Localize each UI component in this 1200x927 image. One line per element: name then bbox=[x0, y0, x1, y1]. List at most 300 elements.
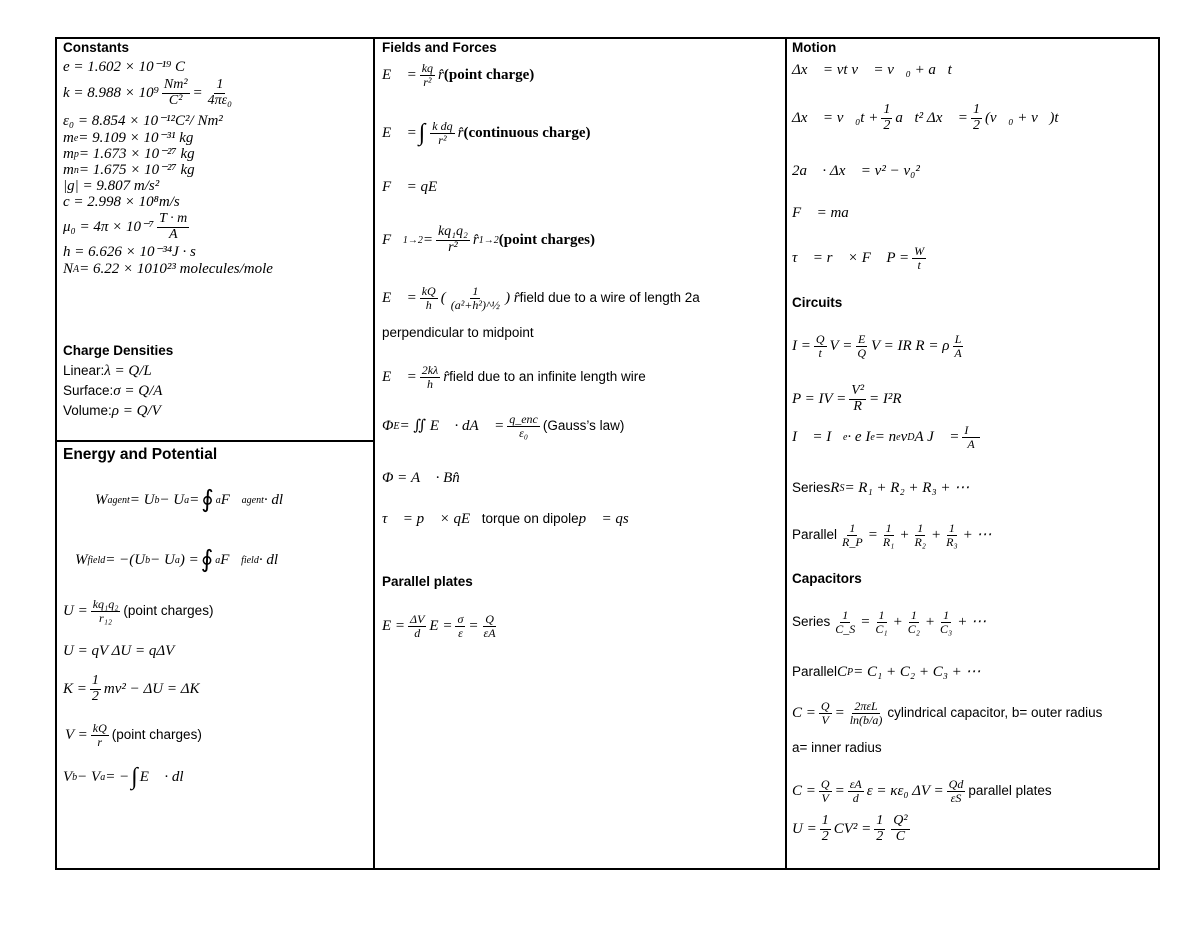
fraction-numerator: 1 bbox=[883, 102, 891, 117]
math-text: − U bbox=[150, 551, 175, 568]
math-text: + bbox=[930, 526, 942, 543]
section-heading: Circuits bbox=[792, 295, 843, 310]
fraction-denominator: R_P bbox=[842, 534, 863, 549]
math-text: k = 8.988 × 10⁹ bbox=[63, 84, 159, 101]
math-text: E⃗ = bbox=[382, 289, 417, 306]
integral-sign: ∫ bbox=[418, 120, 426, 147]
math-text: C = bbox=[792, 704, 816, 721]
fraction-denominator: 2 bbox=[876, 828, 884, 844]
math-text: F⃗ bbox=[382, 231, 403, 248]
section-heading: Motion bbox=[792, 40, 837, 55]
linear-density bbox=[63, 363, 152, 380]
fraction-denominator: ln(b/a) bbox=[849, 712, 883, 727]
math-text: = − bbox=[105, 768, 130, 785]
subscript: S bbox=[839, 482, 845, 494]
math-text: = −(U bbox=[105, 551, 146, 568]
math-text: F⃗ = ma⃗ bbox=[792, 205, 861, 221]
fraction-denominator: t bbox=[917, 257, 921, 272]
fraction-numerator: 1 bbox=[91, 673, 99, 688]
formula-sheet-table bbox=[55, 37, 1160, 870]
math-text: = bbox=[834, 704, 845, 721]
motion-formula bbox=[792, 62, 952, 79]
label-text: Series bbox=[792, 613, 831, 629]
math-text: = ∬ E⃗ · dA⃗ = bbox=[399, 417, 505, 434]
label-text: Parallel bbox=[792, 526, 838, 542]
math-text: + bbox=[892, 613, 903, 630]
section-heading: Capacitors bbox=[792, 571, 862, 586]
bold-label: (point charges) bbox=[498, 231, 596, 248]
fraction-denominator: ε bbox=[458, 625, 463, 640]
math-text: ( bbox=[440, 289, 446, 306]
fraction-numerator: kq₁q₂ bbox=[92, 597, 119, 611]
constant-coulomb bbox=[63, 78, 237, 108]
label-text: (point charges) bbox=[123, 602, 214, 618]
math-text: I = bbox=[792, 337, 811, 354]
fraction-denominator: 4πε₀ bbox=[207, 92, 233, 108]
math-text: + ⋯ bbox=[957, 613, 987, 630]
fraction-denominator: Q bbox=[857, 345, 866, 360]
math-text: R bbox=[830, 480, 840, 496]
fraction bbox=[912, 522, 928, 548]
section-heading: Constants bbox=[63, 40, 130, 55]
section-heading-energy bbox=[63, 446, 217, 463]
math-text: + bbox=[899, 526, 910, 543]
fraction-numerator: Q bbox=[820, 777, 830, 791]
power-formula bbox=[792, 384, 902, 414]
subscript: E bbox=[393, 420, 400, 432]
fraction-denominator: (a²+h²)^½ bbox=[450, 297, 501, 312]
fraction-denominator: r bbox=[97, 734, 103, 749]
fraction bbox=[91, 722, 109, 748]
fraction bbox=[891, 814, 909, 844]
fraction bbox=[944, 522, 960, 548]
fraction-numerator: 1 bbox=[917, 521, 924, 535]
fraction-denominator: h bbox=[425, 297, 432, 312]
fraction-denominator: 2 bbox=[972, 117, 980, 133]
section-heading-parallel-plates bbox=[382, 575, 473, 590]
math-text: a⃗t² Δx⃗ = bbox=[895, 109, 968, 126]
fraction-denominator: R bbox=[853, 398, 862, 414]
subscript: P bbox=[847, 666, 854, 678]
math-text: F⃗ bbox=[220, 491, 242, 508]
fraction bbox=[947, 778, 966, 804]
math-text: = bbox=[834, 782, 845, 799]
subscript: b bbox=[72, 771, 78, 783]
subscript: D bbox=[907, 431, 915, 443]
fraction-numerator: Qd bbox=[948, 777, 964, 791]
fraction-denominator: A bbox=[967, 436, 975, 451]
math-text: = bbox=[468, 617, 479, 634]
coulomb-force-formula bbox=[382, 225, 595, 255]
fraction-denominator: C_S bbox=[835, 621, 856, 636]
math-text: = 6.22 × 1010²³ molecules/mole bbox=[79, 261, 273, 277]
bold-label: (point charge) bbox=[443, 66, 535, 83]
subscript: e bbox=[896, 431, 901, 443]
math-text: λ = Q/L bbox=[104, 363, 152, 379]
fraction-denominator: d bbox=[852, 790, 859, 805]
motion-formula bbox=[792, 103, 1059, 133]
fraction-numerator: kq₁q₂ bbox=[437, 224, 468, 239]
fraction-denominator: C² bbox=[168, 92, 183, 108]
math-text: U = qV ΔU = qΔV bbox=[63, 643, 175, 659]
label-text: field due to a wire of length 2a bbox=[519, 289, 700, 305]
fraction bbox=[408, 613, 426, 639]
motion-formula bbox=[792, 163, 920, 180]
fraction-denominator: V bbox=[821, 712, 829, 727]
fraction-numerator: Nm² bbox=[163, 77, 188, 92]
fraction bbox=[430, 120, 454, 146]
math-text: + ⋯ bbox=[962, 526, 992, 543]
math-text: − U bbox=[159, 491, 185, 508]
label-text: Volume: bbox=[63, 402, 112, 418]
fraction-denominator: r² bbox=[423, 74, 432, 89]
fraction bbox=[833, 609, 857, 635]
capacitor-energy bbox=[792, 814, 913, 844]
label-text: parallel plates bbox=[968, 782, 1052, 798]
subscript: agent bbox=[107, 494, 130, 506]
fraction bbox=[507, 413, 540, 439]
constant-electron-charge bbox=[63, 59, 185, 76]
math-text: = R₁ + R₂ + R₃ + ⋯ bbox=[844, 480, 970, 496]
subscript: n bbox=[73, 164, 79, 176]
math-text: = U bbox=[129, 491, 155, 508]
subscript: e bbox=[73, 132, 79, 144]
constant-electron-mass bbox=[63, 130, 193, 147]
section-heading: Fields and Forces bbox=[382, 40, 497, 55]
section-heading-capacitors bbox=[792, 572, 862, 587]
fraction-numerator: Q bbox=[485, 612, 494, 626]
math-text: Φ = A⃗ · Bn̂ bbox=[382, 470, 460, 486]
math-text: r̂ bbox=[457, 124, 464, 141]
fraction-denominator: 2 bbox=[821, 828, 829, 844]
math-text: = bbox=[860, 613, 871, 630]
math-text: W bbox=[95, 491, 108, 508]
fraction-numerator: ΔV bbox=[410, 612, 425, 626]
fraction-denominator: h bbox=[426, 376, 433, 391]
kinetic-energy-formula bbox=[63, 674, 200, 704]
fraction bbox=[91, 598, 121, 624]
fraction-denominator: 2 bbox=[91, 688, 99, 704]
math-text: m bbox=[63, 130, 74, 146]
series-capacitance bbox=[792, 609, 986, 635]
circuit-formula bbox=[792, 333, 967, 359]
fraction-numerator: 1 bbox=[943, 608, 950, 622]
math-text: − V bbox=[77, 768, 101, 785]
fraction-numerator: 1 bbox=[472, 284, 479, 298]
math-text: E⃗ · dl⃗ bbox=[139, 768, 196, 785]
fraction bbox=[849, 384, 866, 414]
fraction bbox=[971, 103, 982, 133]
fraction bbox=[952, 333, 963, 359]
fraction bbox=[162, 78, 190, 108]
potential-difference-formula bbox=[63, 765, 195, 789]
fraction-denominator: A bbox=[168, 226, 178, 242]
subscript: a bbox=[215, 494, 221, 506]
subscript: a bbox=[184, 494, 190, 506]
math-text: = bbox=[867, 526, 878, 543]
fraction-numerator: W bbox=[914, 244, 925, 258]
fraction-numerator: kQ bbox=[92, 721, 107, 735]
parallel-plate-capacitor bbox=[792, 778, 1052, 804]
fraction-denominator: C bbox=[895, 828, 906, 844]
math-text: V = bbox=[65, 726, 88, 743]
fraction bbox=[482, 613, 498, 639]
fraction bbox=[881, 522, 897, 548]
constant-proton-mass bbox=[63, 146, 195, 163]
math-text: CV² = bbox=[833, 820, 872, 837]
fraction bbox=[420, 62, 435, 88]
fraction-numerator: 1 bbox=[842, 608, 849, 622]
fraction bbox=[819, 778, 832, 804]
work-field-formula bbox=[75, 548, 290, 572]
math-text: V bbox=[63, 768, 73, 785]
fraction-numerator: 2kλ bbox=[421, 363, 439, 377]
work-agent-formula bbox=[95, 488, 295, 512]
math-text: = C₁ + C₂ + C₃ + ⋯ bbox=[853, 664, 981, 680]
label-text: Series bbox=[792, 479, 831, 495]
newton-second-law bbox=[792, 205, 860, 222]
section-heading-fields bbox=[382, 41, 497, 56]
section-heading-charge-densities bbox=[63, 344, 173, 359]
label-text: Linear: bbox=[63, 362, 105, 378]
math-text: I⃗ = I⃗ bbox=[792, 428, 843, 445]
math-text: μ₀ = 4π × 10⁻⁷ bbox=[63, 218, 155, 235]
field-infinite-wire bbox=[382, 364, 646, 390]
math-text: ε₀ = 8.854 × 10⁻¹²C²/ Nm² bbox=[63, 113, 223, 129]
subscript: field bbox=[241, 554, 259, 566]
math-text: Δx⃗ = vt v⃗ = v⃗₀ + a⃗t bbox=[792, 62, 952, 78]
fraction bbox=[157, 212, 189, 242]
math-text: r̂ bbox=[472, 231, 479, 248]
potential-energy-qv bbox=[63, 643, 174, 660]
math-text: E = bbox=[429, 617, 453, 634]
math-text: F⃗ bbox=[220, 551, 242, 568]
fraction-denominator: t bbox=[818, 345, 822, 360]
math-text: E⃗ = bbox=[382, 66, 417, 83]
subscript: a bbox=[215, 554, 221, 566]
math-text: U = bbox=[792, 820, 817, 837]
field-finite-wire-note bbox=[382, 326, 534, 341]
math-text: r̂ bbox=[438, 66, 444, 83]
fraction bbox=[848, 700, 885, 726]
math-text: m bbox=[63, 162, 74, 178]
section-heading-constants bbox=[63, 41, 129, 56]
label-text: Surface: bbox=[63, 382, 114, 398]
potential-point-formula bbox=[65, 722, 202, 748]
fraction bbox=[962, 424, 979, 450]
math-text: ) r̂ bbox=[505, 289, 520, 306]
fraction-denominator: r₁₂ bbox=[99, 610, 113, 625]
constant-permeability bbox=[63, 212, 192, 242]
label-text: a= inner radius bbox=[792, 740, 882, 755]
fraction-numerator: T · m bbox=[159, 211, 188, 226]
subscript: b bbox=[145, 554, 151, 566]
fraction-numerator: 1 bbox=[849, 521, 856, 535]
subscript: p bbox=[73, 148, 79, 160]
dipole-torque-formula bbox=[382, 511, 640, 528]
math-text: C bbox=[837, 664, 848, 680]
fraction bbox=[420, 364, 441, 390]
fraction-numerator: q_enc bbox=[509, 412, 538, 426]
math-text: r̂ bbox=[443, 368, 450, 385]
section-heading: Charge Densities bbox=[63, 343, 174, 358]
section-heading-circuits bbox=[792, 296, 842, 311]
constant-light-speed bbox=[63, 194, 180, 211]
math-text: e = 1.602 × 10⁻¹⁹ C bbox=[63, 59, 186, 75]
fraction-denominator: C₃ bbox=[940, 621, 953, 636]
subscript: field bbox=[87, 554, 106, 566]
fraction bbox=[206, 78, 234, 108]
math-text: U = bbox=[63, 602, 88, 619]
math-text: mv² − ΔU = ΔK bbox=[103, 680, 200, 697]
subscript: e bbox=[870, 431, 875, 443]
constant-permittivity bbox=[63, 113, 223, 130]
math-text: E⃗ = bbox=[382, 124, 417, 141]
math-text: |g| = 9.807 m/s² bbox=[63, 178, 160, 194]
fraction-denominator: R₂ bbox=[914, 534, 926, 549]
math-text: V = IR R = ρ bbox=[870, 337, 950, 354]
label-text: field due to an infinite length wire bbox=[449, 368, 646, 384]
fraction-denominator: R₁ bbox=[882, 534, 895, 549]
parallel-plates-formula bbox=[382, 613, 501, 639]
math-text: = bbox=[189, 491, 200, 508]
column-divider bbox=[785, 39, 787, 868]
math-text: C = bbox=[792, 782, 816, 799]
fraction-numerator: 1 bbox=[948, 521, 955, 535]
fraction-denominator: A bbox=[954, 345, 962, 360]
math-text: · e I bbox=[847, 428, 871, 445]
surface-density bbox=[63, 383, 162, 400]
fraction bbox=[938, 609, 954, 635]
math-text: τ⃗ = r⃗ × F⃗ P = bbox=[792, 249, 910, 266]
magnetic-flux-formula bbox=[382, 470, 460, 487]
fraction bbox=[455, 613, 465, 639]
fraction bbox=[873, 609, 889, 635]
field-finite-wire bbox=[382, 285, 700, 311]
fraction-numerator: 1 bbox=[910, 608, 917, 622]
math-text: F⃗ = qE⃗ bbox=[382, 179, 449, 195]
math-text: = I²R bbox=[869, 390, 902, 407]
fraction bbox=[906, 609, 922, 635]
math-text: τ⃗ = p⃗ × qE⃗ bbox=[382, 511, 482, 527]
subscript: A bbox=[73, 263, 80, 275]
fraction-numerator: σ bbox=[457, 612, 464, 626]
constant-gravity bbox=[63, 178, 159, 195]
fraction bbox=[848, 778, 864, 804]
fraction-numerator: 2πεL bbox=[854, 699, 878, 713]
force-field-formula bbox=[382, 179, 449, 196]
fraction-denominator: r² bbox=[438, 132, 447, 147]
fraction-denominator: R₃ bbox=[946, 534, 958, 549]
fraction bbox=[840, 522, 865, 548]
subscript: 1→2 bbox=[402, 234, 423, 246]
label-text: (Gauss’s law) bbox=[542, 417, 625, 433]
potential-energy-formula bbox=[63, 598, 213, 624]
fraction-numerator: kq bbox=[421, 61, 434, 75]
fraction-numerator: Q bbox=[820, 699, 830, 713]
math-text: = 1.675 × 10⁻²⁷ kg bbox=[78, 162, 195, 178]
math-text: v bbox=[900, 428, 908, 445]
math-text: E⃗ = bbox=[382, 368, 417, 385]
math-text: = 9.109 × 10⁻³¹ kg bbox=[78, 130, 194, 146]
fraction-numerator: kQ bbox=[421, 284, 436, 298]
field-continuous-charge bbox=[382, 120, 591, 146]
fraction-numerator: 1 bbox=[885, 521, 892, 535]
fraction bbox=[855, 333, 868, 359]
fraction bbox=[819, 700, 832, 726]
integral-sign: ∮ bbox=[201, 487, 214, 513]
constant-neutron-mass bbox=[63, 162, 195, 179]
fraction bbox=[420, 285, 438, 311]
math-text: P = IV = bbox=[792, 390, 847, 407]
subscript: agent bbox=[241, 494, 264, 506]
fraction bbox=[814, 333, 827, 359]
volume-density bbox=[63, 403, 161, 420]
label-text: cylindrical capacitor, b= outer radius bbox=[887, 704, 1103, 720]
math-text: = bbox=[192, 84, 203, 101]
math-text: K = bbox=[63, 680, 87, 697]
fraction-denominator: C₁ bbox=[875, 621, 888, 636]
bold-label: (continuous charge) bbox=[463, 124, 591, 141]
math-text: p⃗ = qs⃗ bbox=[578, 511, 641, 527]
fraction-numerator: 1 bbox=[821, 813, 829, 828]
cylindrical-capacitor bbox=[792, 700, 1102, 726]
math-text: σ = Q/A bbox=[113, 383, 163, 399]
math-text: · dl⃗ bbox=[263, 491, 295, 508]
math-text: m bbox=[63, 146, 74, 162]
parallel-capacitance bbox=[792, 664, 981, 681]
fraction bbox=[436, 225, 470, 255]
fraction-denominator: C₂ bbox=[907, 621, 920, 636]
math-text: + bbox=[924, 613, 936, 630]
subscript: 1→2 bbox=[478, 234, 499, 246]
fraction-numerator: E bbox=[857, 332, 866, 346]
integral-sign: ∮ bbox=[200, 547, 214, 573]
label-text: Parallel bbox=[792, 663, 838, 679]
cylindrical-capacitor-note bbox=[792, 741, 882, 756]
math-text: Δx⃗ = v⃗₀t + bbox=[792, 109, 879, 126]
fraction-numerator: L bbox=[954, 332, 962, 346]
field-point-charge bbox=[382, 62, 534, 88]
fraction-numerator: V² bbox=[851, 383, 865, 398]
gauss-law-formula bbox=[382, 413, 624, 439]
math-text: = 1.673 × 10⁻²⁷ kg bbox=[78, 146, 195, 162]
parallel-resistance bbox=[792, 522, 992, 548]
math-text: ) = bbox=[179, 551, 199, 568]
section-heading: Parallel plates bbox=[382, 574, 473, 589]
fraction bbox=[881, 103, 892, 133]
math-text: ε = κε₀ ΔV = bbox=[866, 782, 944, 799]
math-text: c = 2.998 × 10⁸m/s bbox=[63, 194, 180, 210]
subscript: b bbox=[154, 494, 160, 506]
subscript: a bbox=[174, 554, 180, 566]
fraction-denominator: εA bbox=[483, 625, 496, 640]
math-text: = bbox=[422, 231, 433, 248]
section-heading-motion bbox=[792, 41, 836, 56]
fraction bbox=[912, 245, 926, 271]
fraction-numerator: Q² bbox=[893, 813, 908, 828]
label-text: perpendicular to midpoint bbox=[382, 325, 534, 340]
label-text: torque on dipole bbox=[481, 510, 579, 526]
math-text: E = bbox=[382, 617, 406, 634]
integral-sign: ∫ bbox=[131, 764, 138, 790]
fraction-denominator: V bbox=[821, 790, 829, 805]
math-text: (v⃗₀ + v⃗)t bbox=[984, 109, 1059, 126]
math-text: A J⃗ = bbox=[914, 428, 960, 445]
math-text: h = 6.626 × 10⁻³⁴J · s bbox=[63, 244, 196, 260]
current-formula bbox=[792, 424, 983, 450]
math-text: Φ bbox=[382, 417, 394, 434]
